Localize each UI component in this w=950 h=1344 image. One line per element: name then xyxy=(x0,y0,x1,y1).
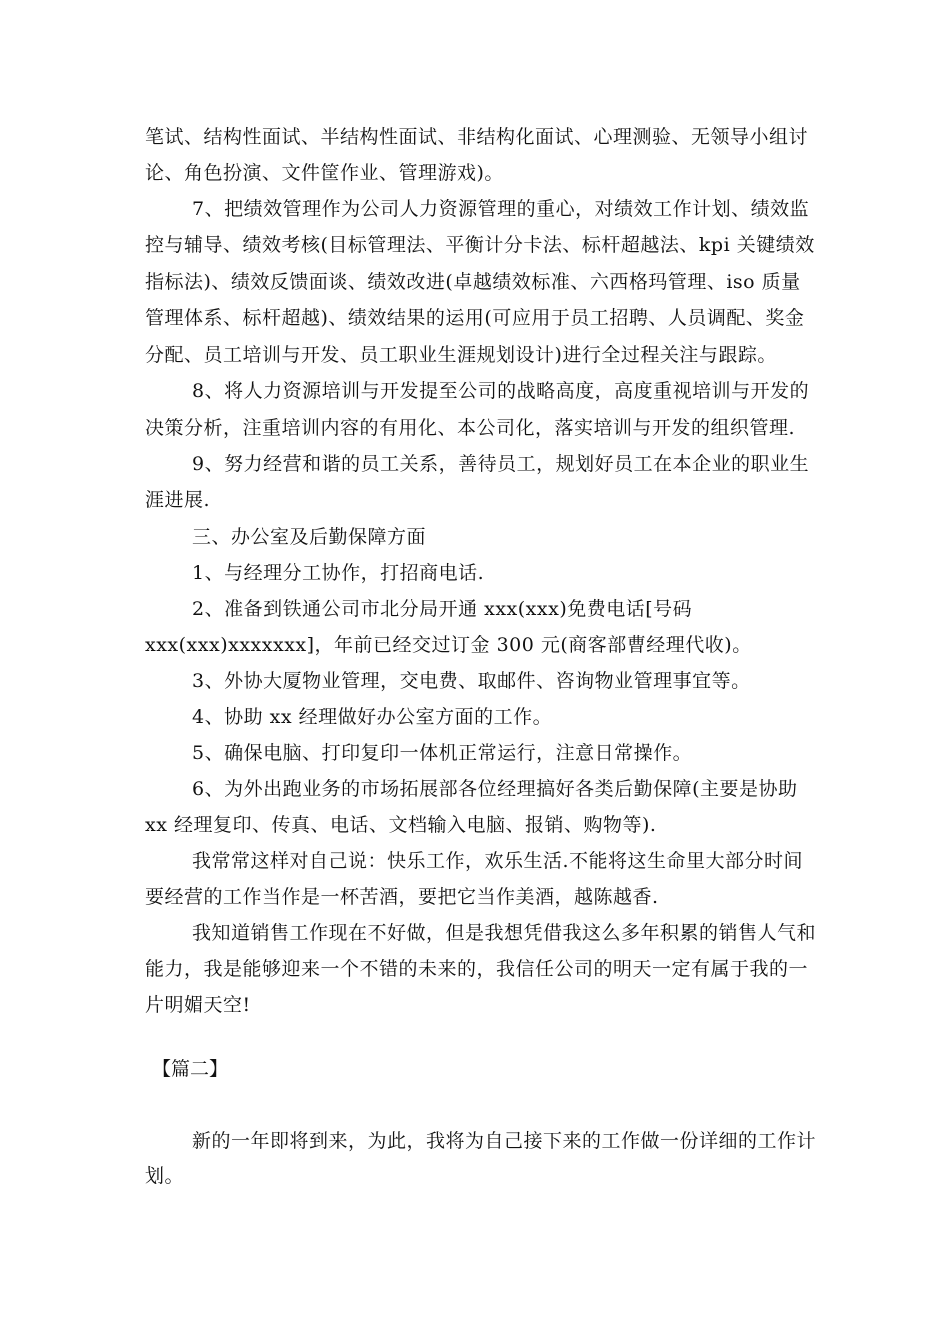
text-line: 3、外协大厦物业管理，交电费、取邮件、咨询物业管理事宜等。 xyxy=(192,670,751,692)
text-line: xxx(xxx)xxxxxxx]，年前已经交过订金 300 元(商客部曹经理代收)。 xyxy=(145,634,752,656)
text-line: 1、与经理分工协作，打招商电话. xyxy=(192,562,485,584)
text-line: 能力，我是能够迎来一个不错的未来的，我信任公司的明天一定有属于我的一 xyxy=(145,958,809,980)
text-line: 7、把绩效管理作为公司人力资源管理的重心，对绩效工作计划、绩效监 xyxy=(192,198,810,220)
text-line: 9、努力经营和谐的员工关系，善待员工，规划好员工在本企业的职业生 xyxy=(192,453,810,475)
text-line: 分配、员工培训与开发、员工职业生涯规划设计)进行全过程关注与跟踪。 xyxy=(145,344,777,366)
text-line: 新的一年即将到来，为此，我将为自己接下来的工作做一份详细的工作计 xyxy=(192,1130,817,1152)
text-line: 论、角色扮演、文件筐作业、管理游戏)。 xyxy=(145,162,504,184)
text-line: 5、确保电脑、打印复印一体机正常运行，注意日常操作。 xyxy=(192,742,693,764)
text-line: 指标法)、绩效反馈面谈、绩效改进(卓越绩效标准、六西格玛管理、iso 质量 xyxy=(145,271,801,293)
text-line: 管理体系、标杆超越)、绩效结果的运用(可应用于员工招聘、人员调配、奖金 xyxy=(145,307,805,329)
text-line: 8、将人力资源培训与开发提至公司的战略高度，高度重视培训与开发的 xyxy=(192,380,810,402)
text-line: 我知道销售工作现在不好做，但是我想凭借我这么多年积累的销售人气和 xyxy=(192,922,817,944)
text-line: 要经营的工作当作是一杯苦酒，要把它当作美酒，越陈越香. xyxy=(145,886,659,908)
text-line: 三、办公室及后勤保障方面 xyxy=(192,526,427,548)
text-line: 6、为外出跑业务的市场拓展部各位经理搞好各类后勤保障(主要是协助 xyxy=(192,778,798,800)
text-line: 涯进展. xyxy=(145,489,211,511)
text-line: xx 经理复印、传真、电话、文档输入电脑、报销、购物等). xyxy=(145,814,657,836)
text-line: 笔试、结构性面试、半结构性面试、非结构化面试、心理测验、无领导小组讨 xyxy=(145,126,809,148)
text-line: 决策分析，注重培训内容的有用化、本公司化，落实培训与开发的组织管理. xyxy=(145,417,796,439)
text-line: 我常常这样对自己说：快乐工作，欢乐生活.不能将这生命里大部分时间 xyxy=(192,850,804,872)
text-line: 4、协助 xx 经理做好办公室方面的工作。 xyxy=(192,706,553,728)
text-line: 2、准备到铁通公司市北分局开通 xxx(xxx)免费电话[号码 xyxy=(192,598,693,620)
text-line: 控与辅导、绩效考核(目标管理法、平衡计分卡法、标杆超越法、kpi 关键绩效 xyxy=(145,234,815,256)
section-heading: 【篇二】 xyxy=(152,1058,229,1080)
text-line: 片明媚天空! xyxy=(145,994,251,1016)
text-line: 划。 xyxy=(145,1165,185,1187)
